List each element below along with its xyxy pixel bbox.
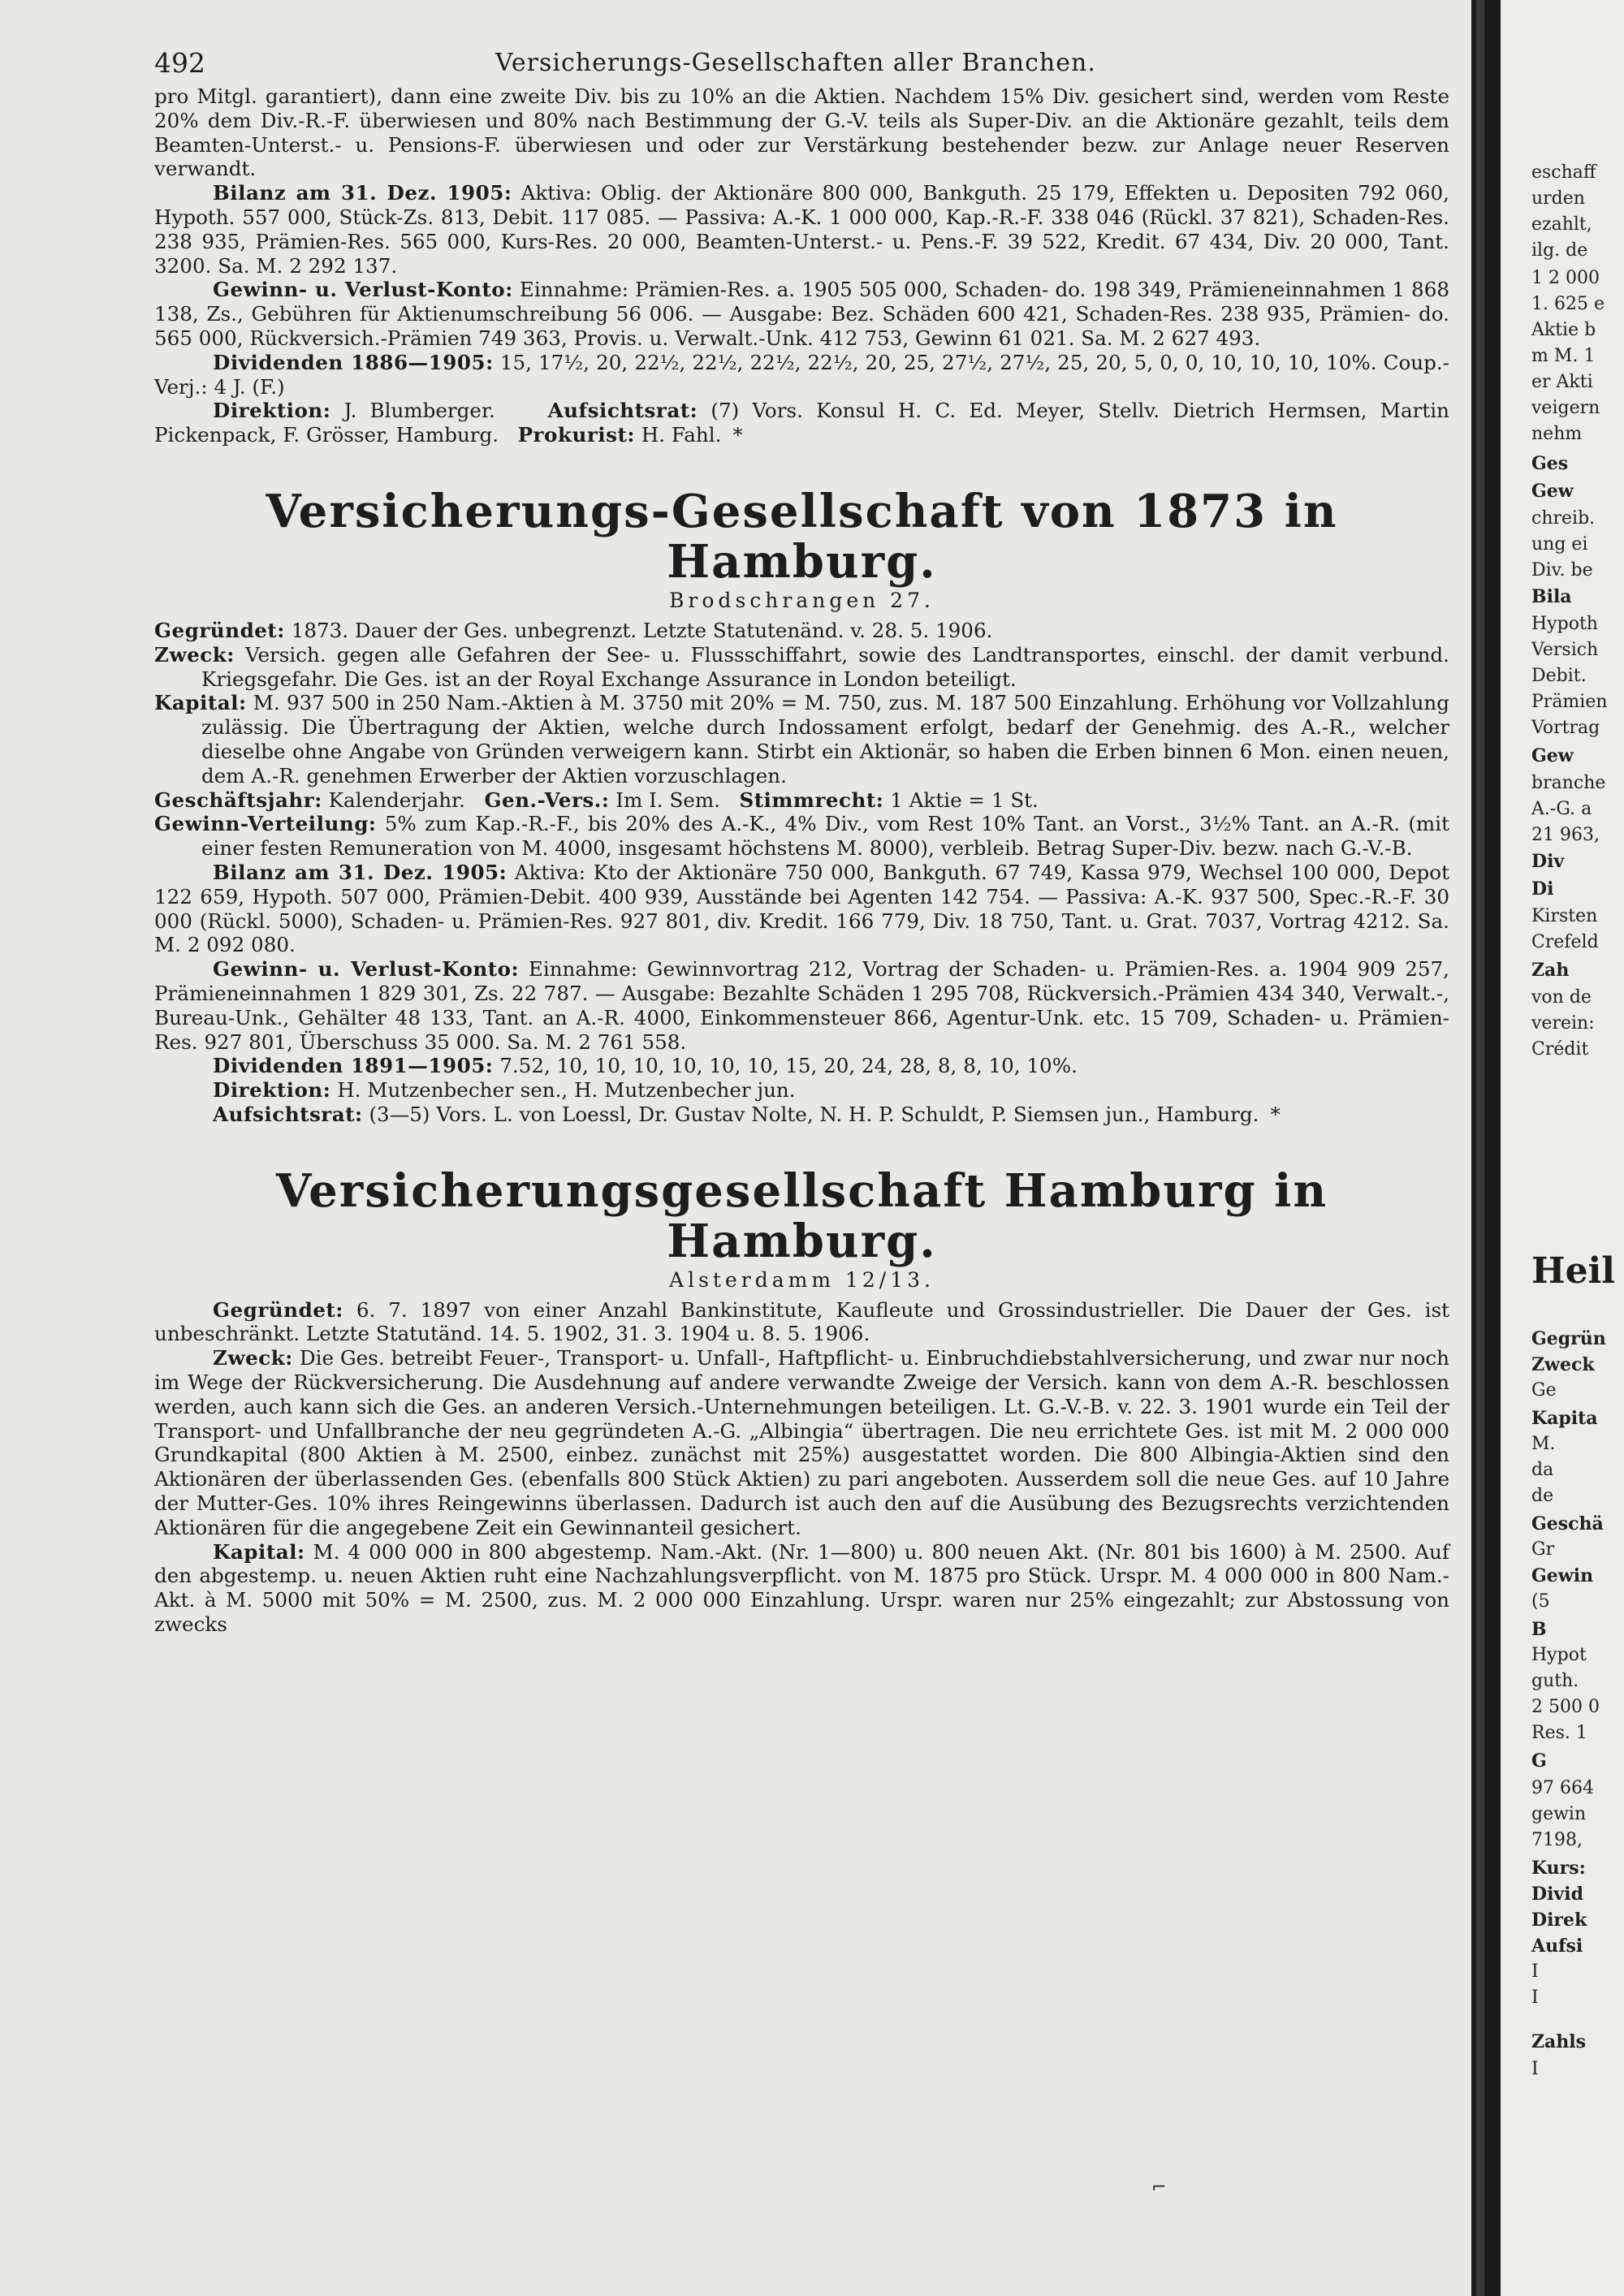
adjacent-page-line: Zahls	[1531, 2031, 1587, 2052]
running-title: Versicherungs-Gesellschaften aller Branchen.	[495, 49, 1096, 77]
adjacent-page-line: Hypoth	[1531, 614, 1598, 634]
adjacent-page-line: guth.	[1531, 1671, 1579, 1691]
adjacent-page-line: m M. 1	[1531, 346, 1596, 366]
book-gutter-shadow	[1476, 0, 1484, 2296]
paragraph: pro Mitgl. garantiert), dann eine zweite Div. bis zu 10% an die Aktien. Nachdem 15% Div. gesichert sind, werden vom Reste 20% dem Div.-R.-F. überwiesen und 80% nach Bestimmung der G.-V. teils als Super-Div. an die Aktionäre gezahlt, teils dem Beamten-Unterst.- u. Pensions-F. überwiesen und oder zur Verstärkung bestehender bezw. zur Anlage neuer Reserven verwandt.	[154, 84, 1449, 181]
adjacent-page-line: ilg. de	[1531, 240, 1588, 261]
adjacent-page-line: Hypot	[1531, 1645, 1587, 1665]
adjacent-page-line: Kapita	[1531, 1408, 1598, 1429]
capital-entry: Kapital: M. 4 000 000 in 800 abgestemp. Nam.-Akt. (Nr. 1—800) u. 800 neuen Akt. (Nr. 801 bis 1600) à M. 2500. Auf den abgestemp. u. neuen Aktien ruht eine Nachzahlungsverpflicht. von M. 1875 pro Stück. Urspr. M. 4 000 000 in 800 Nam.-Akt. à M. 5000 mit 50% = M. 2500, zus. M. 2 000 000 Einzahlung. Urspr. waren nur 25% eingezahlt; zur Abstossung von zwecks	[154, 1539, 1449, 1637]
founded-entry: Gegründet: 6. 7. 1897 von einer Anzahl Bankinstitute, Kaufleute und Grossindustrieller. Die Dauer der Ges. ist unbeschränkt. Letzte Statutänd. 14. 5. 1902, 31. 3. 1904 u. 8. 5. 1906.	[154, 1297, 1449, 1346]
adjacent-page-line: eschaff	[1531, 162, 1596, 183]
adjacent-page-line: Vortrag	[1531, 718, 1600, 738]
adjacent-page-line: Debit.	[1531, 666, 1587, 686]
adjacent-page-line: gewin	[1531, 1804, 1587, 1824]
adjacent-page-line: Zweck	[1531, 1354, 1595, 1375]
purpose-entry: Zweck: Die Ges. betreibt Feuer-, Transport- u. Unfall-, Haftpflicht- u. Einbruchdiebstahlversicherung, und zwar nur noch im Wege der Rückversicherung. Die Ausdehnung auf andere verwandte Zweige der Versich. kann von dem A.-R. beschlossen werden, auch kann sich die Ges. an anderen Versich.-Unternehmungen beteiligen. Lt. G.-V.-B. v. 22. 3. 1901 wurde ein Teil der Transport- und Unfallbranche der neu gegründeten A.-G. „Albingia“ übertragen. Die neu errichtete Ges. ist mit M. 2 000 000 Grundkapital (800 Aktien à M. 2500, einbez. zunächst mit 25%) ausgestattet worden. Die 800 Albingia-Aktien sind den Aktionären der überlassenden Ges. (ebenfalls 800 Stück Aktien) zu pari angeboten. Ausserdem soll die neue Ges. auf 10 Jahre der Mutter-Ges. 10% ihres Reingewinns überlassen. Dadurch ist auch den auf die Ausübung des Bezugsrechts verzichtenden Aktionären für die angegebene Zeit ein Gewinnanteil gesichert.	[154, 1346, 1450, 1539]
management-entry: Direktion: H. Mutzenbecher sen., H. Mutzenbecher jun.	[213, 1078, 796, 1103]
dividends-entry: Dividenden 1886—1905: 15, 17½, 20, 22½, 22½, 22½, 22½, 20, 25, 27½, 27½, 25, 20, 5, 0, 0, 10, 10, 10, 10%. Coup.-Verj.: 4 J. (F.)	[154, 350, 1449, 399]
adjacent-page-line: A.-G. a	[1531, 799, 1592, 819]
adjacent-page-line: Div. be	[1531, 560, 1593, 580]
adjacent-page-line: Geschä	[1531, 1513, 1604, 1534]
adjacent-page-line: Ge	[1531, 1380, 1557, 1400]
adjacent-page-line: Kirsten	[1531, 906, 1598, 926]
adjacent-page-line: 97 664	[1531, 1778, 1594, 1798]
adjacent-page-line: Gew	[1531, 745, 1574, 766]
adjacent-page-line: Crédit	[1531, 1039, 1589, 1060]
adjacent-page-line: G	[1531, 1750, 1547, 1772]
adjacent-page-heading: Heil	[1531, 1250, 1615, 1292]
profit-distribution-entry: Gewinn-Verteilung: 5% zum Kap.-R.-F., bis 20% des A.-K., 4% Div., vom Rest 10% Tant. an Vorst., 3½% Tant. an A.-R. (mit einer festen Remuneration von M. 4000, insgesamt höchstens M. 8000), verbleib. Betrag Super-Div. bezw. nach G.-V.-B.	[154, 812, 1449, 861]
purpose-entry: Zweck: Versich. gegen alle Gefahren der See- u. Flussschiffahrt, sowie des Landtransportes, einschl. der damit verbund. Kriegsgefahr. Die Ges. ist an der Royal Exchange Assurance in London beteiligt.	[154, 642, 1449, 691]
adjacent-page-line: B	[1531, 1619, 1547, 1640]
page-content	[154, 32, 1449, 1637]
adjacent-page-line: 21 963,	[1531, 825, 1600, 845]
adjacent-page-line: 1. 625 e	[1531, 294, 1605, 314]
adjacent-page-line: Aufsi	[1531, 1936, 1583, 1957]
balance-sheet-entry: Bilanz am 31. Dez. 1905: Aktiva: Kto der Aktionäre 750 000, Bankguth. 67 749, Kassa 979, Wechsel 100 000, Depot 122 659, Hypoth. 507 000, Prämien-Debit. 400 939, Ausstände bei Agenten 142 754. — Passiva: A.-K. 937 500, Spec.-R.-F. 30 000 (Rückl. 5000), Schaden- u. Prämien-Res. 927 801, div. Kredit. 166 779, Div. 18 750, Tant. u. Grat. 7037, Vortrag 4212. Sa. M. 2 092 080.	[154, 860, 1449, 957]
company-title-hamburg: Versicherungsgesellschaft Hamburg in Hamburg.	[275, 1163, 1328, 1268]
adjacent-page-line: veigern	[1531, 398, 1600, 418]
previous-company-continuation	[154, 84, 1449, 447]
adjacent-page-line: Aktie b	[1531, 320, 1596, 340]
adjacent-page-line: 1 2 000	[1531, 268, 1600, 288]
adjacent-page-line: Bila	[1531, 586, 1572, 607]
adjacent-page-line: da	[1531, 1460, 1554, 1480]
adjacent-page-line: Gewin	[1531, 1565, 1594, 1586]
adjacent-page-line: Gr	[1531, 1539, 1555, 1560]
balance-sheet-entry: Bilanz am 31. Dez. 1905: Aktiva: Oblig. der Aktionäre 800 000, Bankguth. 25 179, Effekten u. Depositen 792 060, Hypoth. 557 000, Stück-Zs. 813, Debit. 117 085. — Passiva: A.-K. 1 000 000, Kap.-R.-F. 338 046 (Rückl. 37 821), Schaden-Res. 238 935, Prämien-Res. 565 000, Kurs-Res. 20 000, Beamten-Unterst.- u. Pens.-F. 39 522, Kredit. 67 434, Div. 20 000, Tant. 3200. Sa. M. 2 292 137.	[154, 181, 1449, 278]
adjacent-page-line: 7198,	[1531, 1830, 1583, 1850]
founded-entry: Gegründet: 1873. Dauer der Ges. unbegrenzt. Letzte Statutenänd. v. 28. 5. 1906.	[154, 618, 993, 642]
adjacent-page-line: urden	[1531, 188, 1585, 209]
adjacent-page-line: Prämien	[1531, 692, 1608, 712]
adjacent-page-line: I	[1531, 1962, 1539, 1982]
adjacent-page-line: (5	[1531, 1591, 1550, 1612]
running-head	[154, 32, 1449, 84]
company-title-1873: Versicherungs-Gesellschaft von 1873 in Hamburg.	[266, 484, 1338, 589]
adjacent-page-line: er Akti	[1531, 372, 1593, 392]
adjacent-page-line: Div	[1531, 851, 1565, 872]
adjacent-page-line: Direk	[1531, 1910, 1587, 1931]
adjacent-page-line: 2 500 0	[1531, 1697, 1600, 1717]
adjacent-page-line: I	[1531, 2059, 1539, 2079]
board-entry: Direktion: J. Blumberger. Aufsichtsrat: (7) Vors. Konsul H. C. Ed. Meyer, Stellv. Dietrich Hermsen, Martin Pickenpack, F. Grösser, Hamburg. Prokurist: H. Fahl. *	[154, 399, 1449, 447]
adjacent-page-line: Gegrün	[1531, 1328, 1606, 1349]
adjacent-page-line: Zah	[1531, 960, 1570, 981]
adjacent-page-line: branche	[1531, 773, 1606, 793]
adjacent-page-line: ung ei	[1531, 534, 1588, 555]
adjacent-page-line: Gew	[1531, 481, 1574, 502]
adjacent-page-line: verein:	[1531, 1013, 1595, 1034]
fiscal-year-entry: Geschäftsjahr: Kalenderjahr. Gen.-Vers.: Im I. Sem. Stimmrecht: 1 Aktie = 1 St.	[154, 788, 1039, 812]
adjacent-page-line: Di	[1531, 878, 1554, 900]
company-hamburg-entry	[154, 1298, 1449, 1637]
company-address-1873: Brodschrangen 27.	[669, 588, 935, 612]
supervisory-board-entry: Aufsichtsrat: (3—5) Vors. L. von Loessl, Dr. Gustav Nolte, N. H. P. Schuldt, P. Siemsen jun., Hamburg. *	[213, 1102, 1281, 1126]
dividends-entry: Dividenden 1891—1905: 7.52, 10, 10, 10, 10, 10, 10, 15, 20, 24, 28, 8, 8, 10, 10%.	[213, 1054, 1078, 1078]
company-1873-entry	[154, 619, 1449, 1127]
adjacent-page-line: Divid	[1531, 1884, 1583, 1905]
profit-loss-entry: Gewinn- u. Verlust-Konto: Einnahme: Gewinnvortrag 212, Vortrag der Schaden- u. Prämien-Res. a. 1904 909 257, Prämieneinnahmen 1 829 301, Zs. 22 787. — Ausgabe: Bezahlte Schäden 1 295 708, Rückversich.-Prämien 434 340, Verwalt.-, Bureau-Unk., Gehälter 48 133, Tant. an A.-R. 4000, Einkommensteuer 866, Agentur-Unk. etc. 15 709, Schaden- u. Prämien-Res. 927 801, Überschuss 35 000. Sa. M. 2 761 558.	[154, 957, 1449, 1054]
adjacent-page-line: Ges	[1531, 453, 1569, 474]
adjacent-page-line: nehm	[1531, 424, 1583, 444]
adjacent-page-line: Crefeld	[1531, 932, 1599, 952]
print-mark: ⌐	[1151, 2177, 1167, 2198]
page-number: 492	[154, 47, 205, 79]
capital-entry: Kapital: M. 937 500 in 250 Nam.-Aktien à M. 3750 mit 20% = M. 750, zus. M. 187 500 Einzahlung. Erhöhung vor Vollzahlung zulässig. Die Übertragung der Aktien, welche durch Indossament erfolgt, bedarf der Genehmig. des A.-R., welcher dieselbe ohne Angabe von Gründen verweigern kann. Stirbt ein Aktionär, so haben die Erben binnen 6 Mon. einen neuen, dem A.-R. genehmen Erwerber der Aktien vorzuschlagen.	[154, 691, 1449, 788]
adjacent-page-line: von de	[1531, 987, 1592, 1008]
adjacent-page-line: de	[1531, 1486, 1554, 1506]
adjacent-page-line: I	[1531, 1987, 1539, 2008]
adjacent-page-line: chreib.	[1531, 508, 1596, 529]
profit-loss-entry: Gewinn- u. Verlust-Konto: Einnahme: Prämien-Res. a. 1905 505 000, Schaden- do. 198 349, Prämieneinnahmen 1 868 138, Zs., Gebühren für Aktienumschreibung 56 006. — Ausgabe: Bez. Schäden 600 421, Schaden-Res. 238 935, Prämien- do. 565 000, Rückversich.-Prämien 749 363, Provis. u. Verwalt.-Unk. 412 753, Gewinn 61 021. Sa. M. 2 627 493.	[154, 278, 1450, 350]
adjacent-page-line: M.	[1531, 1434, 1556, 1454]
adjacent-page-column	[1501, 0, 1624, 2296]
adjacent-page-line: ezahlt,	[1531, 214, 1592, 235]
adjacent-page-line: Kurs:	[1531, 1858, 1586, 1879]
adjacent-page-line: Res. 1	[1531, 1723, 1587, 1743]
adjacent-page-line: Versich	[1531, 640, 1599, 660]
company-address-hamburg: Alsterdamm 12/13.	[669, 1267, 935, 1292]
